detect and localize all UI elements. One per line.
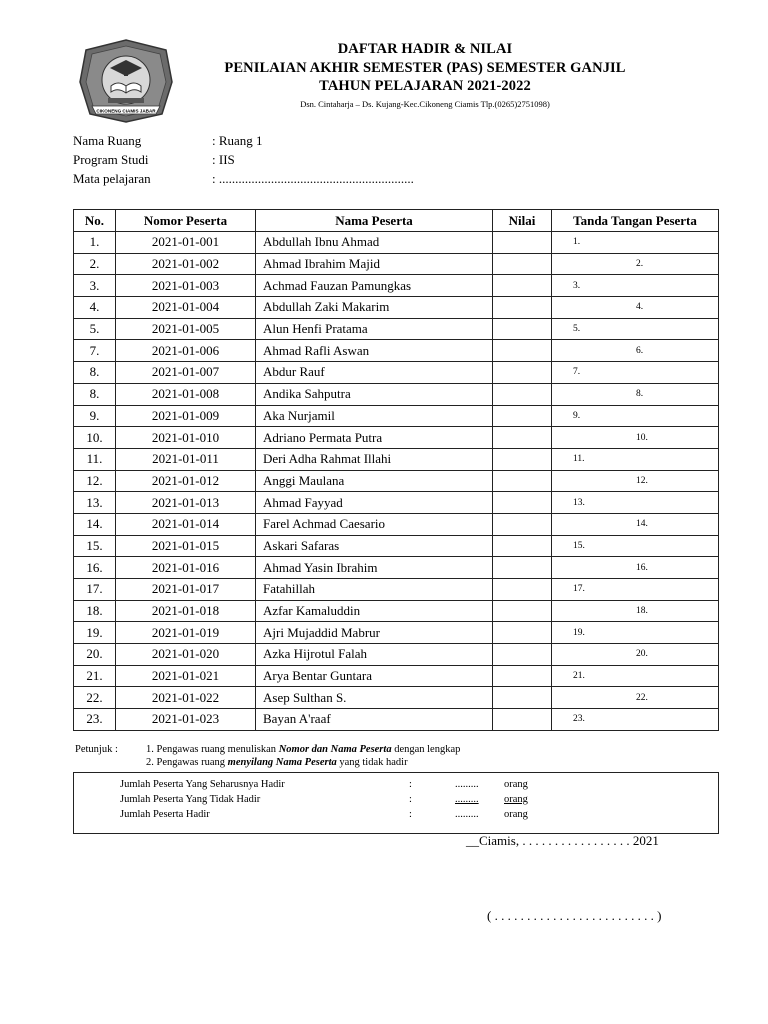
cell-tanda-tangan: 10. (552, 427, 719, 449)
cell-nama-peserta: Bayan A'raaf (256, 709, 493, 731)
cell-tanda-tangan: 23. (552, 709, 719, 731)
cell-no: 20. (74, 644, 116, 666)
ruang-label: Nama Ruang (73, 133, 142, 148)
cell-nama-peserta: Adriano Permata Putra (256, 427, 493, 449)
table-row (74, 644, 719, 666)
cell-nama-peserta: Fatahillah (256, 579, 493, 601)
cell-nama-peserta: Ahmad Rafli Aswan (256, 340, 493, 362)
cell-tanda-tangan: 1. (552, 232, 719, 254)
cell-nomor-peserta: 2021-01-003 (116, 275, 256, 297)
instruction-1-text-a: 1. Pengawas ruang menuliskan (146, 744, 279, 755)
prodi-value: : IIS (212, 152, 235, 167)
cell-nilai (493, 513, 552, 535)
instruction-2-text-b: menyilang Nama Peserta (227, 757, 337, 768)
instructions (75, 743, 460, 769)
table-row (74, 340, 719, 362)
cell-tanda-tangan: 16. (552, 557, 719, 579)
document-header (180, 40, 670, 109)
cell-no: 12. (74, 470, 116, 492)
cell-tanda-tangan: 7. (552, 362, 719, 384)
summary-colon: : (409, 809, 412, 820)
cell-nilai (493, 275, 552, 297)
cell-no: 7. (74, 340, 116, 362)
cell-tanda-tangan: 15. (552, 535, 719, 557)
cell-tanda-tangan: 4. (552, 297, 719, 319)
cell-nomor-peserta: 2021-01-023 (116, 709, 256, 731)
summary-row-hadir (120, 808, 680, 822)
instruction-1-text-b: Nomor dan Nama Peserta (278, 744, 392, 755)
header-nomor-peserta: Nomor Peserta (116, 210, 256, 232)
cell-nama-peserta: Ahmad Ibrahim Majid (256, 253, 493, 275)
summary-unit: orang (504, 779, 528, 790)
summary-label: Jumlah Peserta Yang Seharusnya Hadir (120, 779, 285, 790)
table-row (74, 535, 719, 557)
cell-nilai (493, 232, 552, 254)
cell-no: 2. (74, 253, 116, 275)
table-row (74, 448, 719, 470)
cell-no: 21. (74, 665, 116, 687)
table-row (74, 492, 719, 514)
cell-nomor-peserta: 2021-01-022 (116, 687, 256, 709)
cell-nilai (493, 253, 552, 275)
cell-nomor-peserta: 2021-01-002 (116, 253, 256, 275)
cell-tanda-tangan: 19. (552, 622, 719, 644)
table-header-row (74, 210, 719, 232)
cell-nomor-peserta: 2021-01-021 (116, 665, 256, 687)
cell-nilai (493, 557, 552, 579)
table-row (74, 687, 719, 709)
cell-tanda-tangan: 6. (552, 340, 719, 362)
cell-no: 3. (74, 275, 116, 297)
cell-nomor-peserta: 2021-01-008 (116, 383, 256, 405)
info-row-prodi (73, 150, 414, 169)
table-row (74, 600, 719, 622)
cell-nama-peserta: Abdullah Ibnu Ahmad (256, 232, 493, 254)
header-tanda-tangan: Tanda Tangan Peserta (552, 210, 719, 232)
cell-no: 5. (74, 318, 116, 340)
summary-dots: ......... (455, 794, 479, 805)
summary-row-seharusnya (120, 778, 680, 792)
cell-nilai (493, 427, 552, 449)
cell-nomor-peserta: 2021-01-006 (116, 340, 256, 362)
cell-no: 9. (74, 405, 116, 427)
cell-no: 23. (74, 709, 116, 731)
cell-nilai (493, 492, 552, 514)
school-logo (78, 38, 174, 124)
cell-tanda-tangan: 2. (552, 253, 719, 275)
cell-nilai (493, 709, 552, 731)
cell-nama-peserta: Azka Hijrotul Falah (256, 644, 493, 666)
cell-no: 1. (74, 232, 116, 254)
table-row (74, 513, 719, 535)
cell-no: 15. (74, 535, 116, 557)
header-nilai: Nilai (493, 210, 552, 232)
info-row-ruang (73, 131, 414, 150)
summary-row-tidak-hadir (120, 793, 680, 807)
cell-nilai (493, 318, 552, 340)
table-row (74, 275, 719, 297)
cell-nama-peserta: Deri Adha Rahmat Illahi (256, 448, 493, 470)
cell-tanda-tangan: 12. (552, 470, 719, 492)
mapel-label: Mata pelajaran (73, 171, 151, 186)
summary-label: Jumlah Peserta Yang Tidak Hadir (120, 794, 261, 805)
cell-nama-peserta: Abdur Rauf (256, 362, 493, 384)
cell-nomor-peserta: 2021-01-016 (116, 557, 256, 579)
cell-tanda-tangan: 21. (552, 665, 719, 687)
instruction-2-text-c: yang tidak hadir (336, 757, 408, 768)
instruction-2-text-a: 2. Pengawas ruang (146, 757, 228, 768)
cell-nomor-peserta: 2021-01-007 (116, 362, 256, 384)
table-row (74, 470, 719, 492)
cell-nomor-peserta: 2021-01-001 (116, 232, 256, 254)
place-date: __Ciamis, . . . . . . . . . . . . . . . . . 2021 (466, 833, 659, 848)
cell-nilai (493, 405, 552, 427)
summary-colon: : (409, 794, 412, 805)
cell-nomor-peserta: 2021-01-012 (116, 470, 256, 492)
table-row (74, 579, 719, 601)
cell-no: 10. (74, 427, 116, 449)
cell-nomor-peserta: 2021-01-009 (116, 405, 256, 427)
signature-line: ( . . . . . . . . . . . . . . . . . . . . . . . . . ) (487, 908, 662, 923)
summary-dots: ......... (455, 779, 479, 790)
table-row (74, 383, 719, 405)
title-line-1: DAFTAR HADIR & NILAI (337, 41, 513, 57)
school-address: Dsn. Cintaharja – Ds. Kujang-Kec.Cikoneng Ciamis Tlp.(0265)2751098) (300, 98, 550, 109)
cell-nilai (493, 470, 552, 492)
cell-nama-peserta: Achmad Fauzan Pamungkas (256, 275, 493, 297)
cell-tanda-tangan: 3. (552, 275, 719, 297)
table-row (74, 232, 719, 254)
summary-unit: orang (504, 809, 528, 820)
cell-no: 13. (74, 492, 116, 514)
summary-unit: orang (504, 794, 528, 805)
table-row (74, 362, 719, 384)
cell-no: 19. (74, 622, 116, 644)
ruang-value: : Ruang 1 (212, 133, 263, 148)
cell-nama-peserta: Aka Nurjamil (256, 405, 493, 427)
cell-nama-peserta: Anggi Maulana (256, 470, 493, 492)
cell-no: 22. (74, 687, 116, 709)
instruction-line-1 (75, 743, 460, 756)
info-block (73, 131, 414, 188)
cell-no: 17. (74, 579, 116, 601)
header-nama-peserta: Nama Peserta (256, 210, 493, 232)
school-logo-icon (78, 38, 174, 124)
table-row (74, 318, 719, 340)
cell-no: 18. (74, 600, 116, 622)
cell-nama-peserta: Asep Sulthan S. (256, 687, 493, 709)
cell-nama-peserta: Arya Bentar Guntara (256, 665, 493, 687)
cell-nilai (493, 297, 552, 319)
cell-tanda-tangan: 9. (552, 405, 719, 427)
cell-nomor-peserta: 2021-01-013 (116, 492, 256, 514)
cell-nomor-peserta: 2021-01-018 (116, 600, 256, 622)
summary-dots: ......... (455, 809, 479, 820)
cell-no: 14. (74, 513, 116, 535)
attendance-table (73, 209, 719, 731)
cell-nama-peserta: Alun Henfi Pratama (256, 318, 493, 340)
cell-nilai (493, 362, 552, 384)
table-row (74, 557, 719, 579)
title-line-2: PENILAIAN AKHIR SEMESTER (PAS) SEMESTER GANJIL (224, 59, 626, 76)
cell-nama-peserta: Andika Sahputra (256, 383, 493, 405)
cell-nama-peserta: Abdullah Zaki Makarim (256, 297, 493, 319)
table-row (74, 709, 719, 731)
svg-text:CIKONENG CIAMIS JABAR: CIKONENG CIAMIS JABAR (96, 108, 156, 114)
cell-nilai (493, 340, 552, 362)
cell-nilai (493, 665, 552, 687)
cell-no: 8. (74, 383, 116, 405)
cell-nomor-peserta: 2021-01-015 (116, 535, 256, 557)
cell-nomor-peserta: 2021-01-017 (116, 579, 256, 601)
cell-nilai (493, 622, 552, 644)
info-row-mapel (73, 169, 414, 188)
instruction-line-2 (75, 756, 460, 769)
cell-tanda-tangan: 14. (552, 513, 719, 535)
table-row (74, 405, 719, 427)
instructions-label: Petunjuk : (75, 744, 118, 755)
cell-tanda-tangan: 17. (552, 579, 719, 601)
cell-nilai (493, 535, 552, 557)
cell-nomor-peserta: 2021-01-005 (116, 318, 256, 340)
summary-label: Jumlah Peserta Hadir (120, 809, 210, 820)
cell-no: 8. (74, 362, 116, 384)
cell-nilai (493, 687, 552, 709)
cell-tanda-tangan: 13. (552, 492, 719, 514)
cell-nilai (493, 579, 552, 601)
cell-no: 16. (74, 557, 116, 579)
cell-tanda-tangan: 20. (552, 644, 719, 666)
cell-nomor-peserta: 2021-01-011 (116, 448, 256, 470)
cell-tanda-tangan: 22. (552, 687, 719, 709)
cell-nomor-peserta: 2021-01-020 (116, 644, 256, 666)
cell-no: 4. (74, 297, 116, 319)
table-row (74, 622, 719, 644)
cell-nomor-peserta: 2021-01-004 (116, 297, 256, 319)
cell-tanda-tangan: 5. (552, 318, 719, 340)
cell-nama-peserta: Ahmad Yasin Ibrahim (256, 557, 493, 579)
instruction-1-text-c: dengan lengkap (391, 744, 461, 755)
cell-nama-peserta: Farel Achmad Caesario (256, 513, 493, 535)
mapel-value: : ............................................................ (212, 171, 414, 186)
cell-no: 11. (74, 448, 116, 470)
table-row (74, 297, 719, 319)
cell-nama-peserta: Ahmad Fayyad (256, 492, 493, 514)
header-no: No. (74, 210, 116, 232)
cell-nama-peserta: Ajri Mujaddid Mabrur (256, 622, 493, 644)
cell-nilai (493, 644, 552, 666)
cell-nama-peserta: Azfar Kamaluddin (256, 600, 493, 622)
summary-colon: : (409, 779, 412, 790)
cell-tanda-tangan: 11. (552, 448, 719, 470)
cell-nilai (493, 383, 552, 405)
table-row (74, 427, 719, 449)
prodi-label: Program Studi (73, 152, 149, 167)
cell-nama-peserta: Askari Safaras (256, 535, 493, 557)
summary-box (73, 772, 719, 834)
table-row (74, 253, 719, 275)
table-row (74, 665, 719, 687)
cell-nomor-peserta: 2021-01-019 (116, 622, 256, 644)
cell-nomor-peserta: 2021-01-010 (116, 427, 256, 449)
cell-tanda-tangan: 18. (552, 600, 719, 622)
cell-tanda-tangan: 8. (552, 383, 719, 405)
cell-nomor-peserta: 2021-01-014 (116, 513, 256, 535)
cell-nilai (493, 600, 552, 622)
title-line-3: TAHUN PELAJARAN 2021-2022 (319, 78, 531, 94)
cell-nilai (493, 448, 552, 470)
